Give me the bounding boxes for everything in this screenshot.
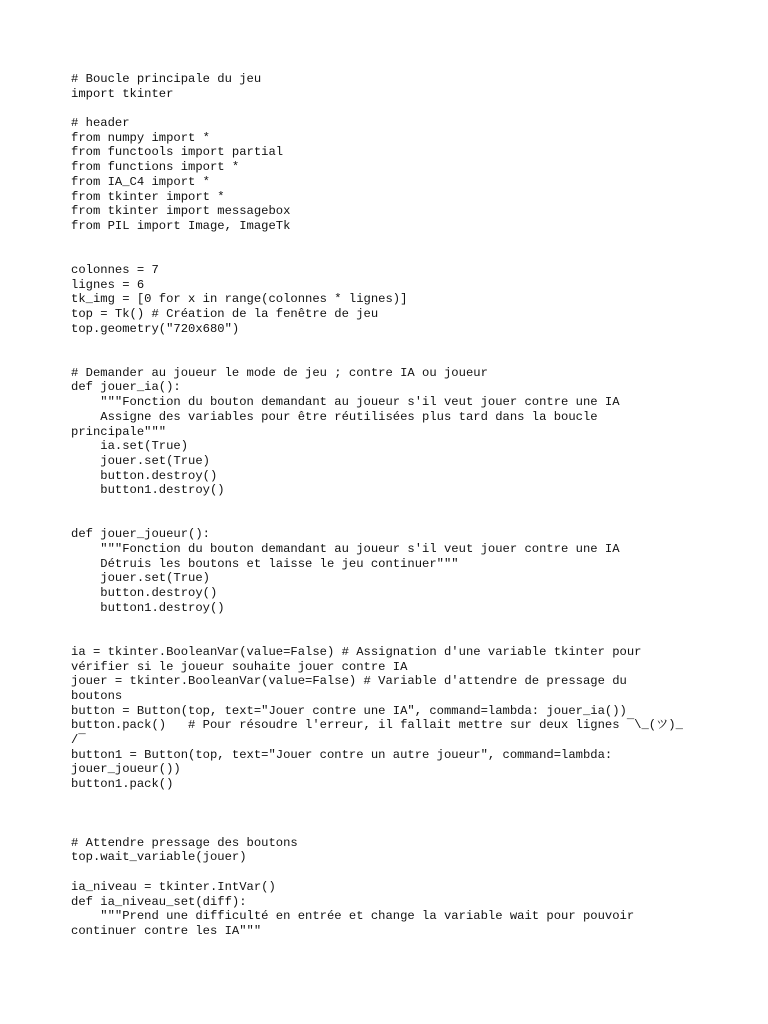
code-line: def jouer_ia(): xyxy=(71,380,181,395)
code-line: ia_niveau = tkinter.IntVar() xyxy=(71,879,276,894)
code-line xyxy=(71,630,711,645)
code-line: # Boucle principale du jeu xyxy=(71,72,262,86)
code-line: button1.destroy() xyxy=(71,483,225,498)
code-line: def jouer_joueur(): xyxy=(71,527,210,542)
code-line: top.wait_variable(jouer) xyxy=(71,850,247,865)
code-line: continuer contre les IA""" xyxy=(71,923,262,938)
code-line: jouer_joueur()) xyxy=(71,762,181,777)
code-line xyxy=(71,248,711,263)
code-line: button.destroy() xyxy=(71,586,218,601)
code-line: vérifier si le joueur souhaite jouer contre IA xyxy=(71,659,408,674)
code-line: button1 = Button(top, text="Jouer contre un autre joueur", command=lambda: xyxy=(71,747,613,762)
code-line: Assigne des variables pour être réutilisées plus tard dans la boucle xyxy=(71,409,598,424)
code-line: principale""" xyxy=(71,424,167,439)
code-line: button1.pack() xyxy=(71,777,174,791)
code-line: from tkinter import messagebox xyxy=(71,204,291,219)
code-line: jouer = tkinter.BooleanVar(value=False) # Variable d'attendre de pressage du xyxy=(71,674,627,689)
code-line: button.pack() # Pour résoudre l'erreur, il fallait mettre sur deux lignes ¯\_(ツ)_ xyxy=(71,718,683,733)
code-line: """Fonction du bouton demandant au joueur s'il veut jouer contre une IA xyxy=(71,395,620,410)
code-line: top.geometry("720x680") xyxy=(71,321,240,336)
code-line: top = Tk() # Création de la fenêtre de jeu xyxy=(71,307,379,321)
code-line xyxy=(71,806,711,821)
code-line xyxy=(71,615,711,630)
code-line: from numpy import * xyxy=(71,130,210,145)
code-line: """Fonction du bouton demandant au joueur s'il veut jouer contre une IA xyxy=(71,542,620,556)
code-line xyxy=(71,336,711,351)
code-line: Détruis les boutons et laisse le jeu continuer""" xyxy=(71,556,459,571)
code-line: /¯ xyxy=(71,732,86,747)
code-line: import tkinter xyxy=(71,86,174,101)
code-line: from functools import partial xyxy=(71,145,284,160)
code-block xyxy=(71,72,711,939)
code-line: boutons xyxy=(71,688,123,703)
code-line: # Attendre pressage des boutons xyxy=(71,835,298,850)
code-line: def ia_niveau_set(diff): xyxy=(71,894,247,909)
code-line xyxy=(71,351,711,366)
code-line: tk_img = [0 for x in range(colonnes * lignes)] xyxy=(71,292,408,307)
code-line: button1.destroy() xyxy=(71,600,225,615)
code-line: from IA_C4 import * xyxy=(71,174,210,189)
code-line: ia.set(True) xyxy=(71,439,189,454)
code-line xyxy=(71,101,711,116)
code-line xyxy=(71,792,711,807)
code-line xyxy=(71,865,711,880)
code-line: ia = tkinter.BooleanVar(value=False) # Assignation d'une variable tkinter pour xyxy=(71,644,642,659)
code-line: colonnes = 7 xyxy=(71,262,159,277)
code-line: from functions import * xyxy=(71,160,240,175)
code-line: """Prend une difficulté en entrée et change la variable wait pour pouvoir xyxy=(71,909,635,924)
code-line: # header xyxy=(71,116,130,131)
code-line: # Demander au joueur le mode de jeu ; contre IA ou joueur xyxy=(71,365,488,380)
code-line xyxy=(71,821,711,836)
code-line xyxy=(71,234,711,249)
code-line xyxy=(71,498,711,513)
code-line xyxy=(71,513,711,528)
code-line: from tkinter import * xyxy=(71,189,225,204)
code-line: button.destroy() xyxy=(71,468,218,483)
code-line: jouer.set(True) xyxy=(71,453,210,468)
code-line: from PIL import Image, ImageTk xyxy=(71,218,291,233)
code-line: button = Button(top, text="Jouer contre une IA", command=lambda: jouer_ia()) xyxy=(71,703,627,718)
code-line: jouer.set(True) xyxy=(71,571,210,586)
code-line: lignes = 6 xyxy=(71,277,145,292)
